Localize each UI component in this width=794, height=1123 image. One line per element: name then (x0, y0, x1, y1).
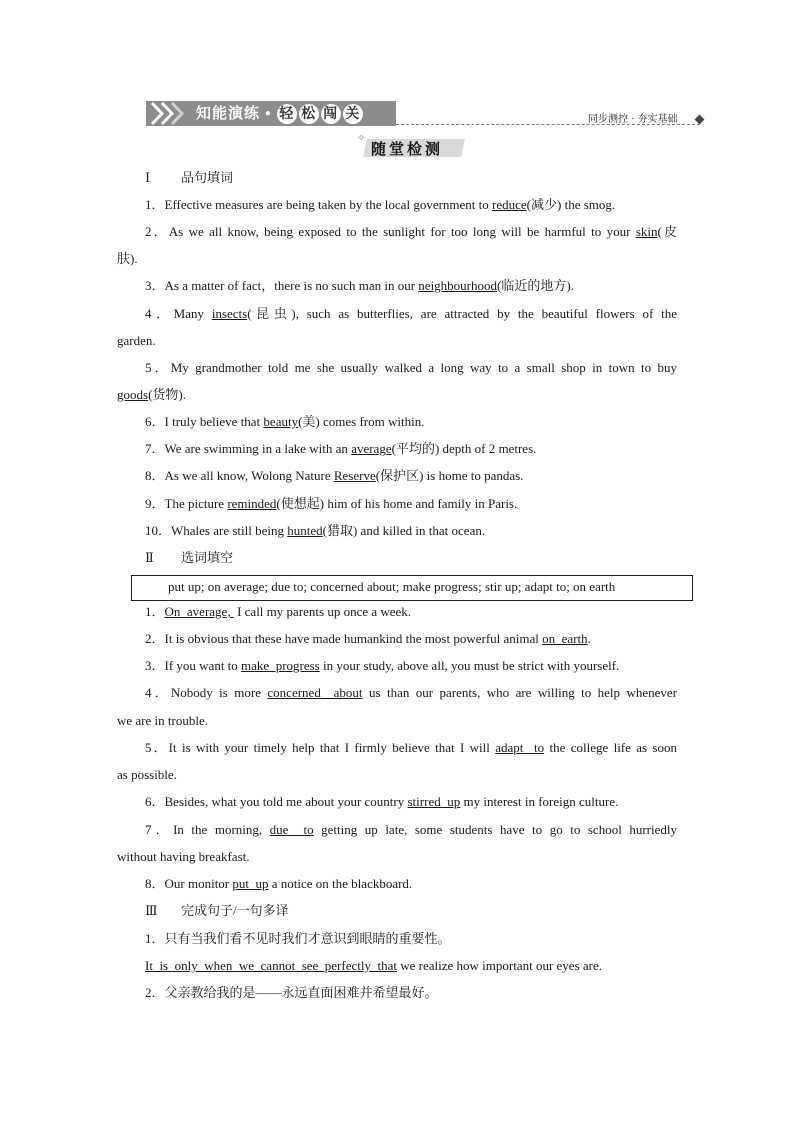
answer: put up (232, 876, 269, 891)
list-item: 5．It is with your timely help that I firmly believe that I will adapt to the college life as soon (145, 740, 677, 755)
answer: concerned about (267, 685, 363, 700)
answer: skin (635, 224, 658, 239)
list-item-continuation: as possible. (117, 767, 177, 782)
list-item-continuation: garden. (117, 333, 156, 348)
header-subtitle: 同步测控 · 夯实基础 (588, 114, 678, 125)
answer: average (351, 441, 392, 456)
list-item: 3．If you want to make progress in your study, above all, you must be strict with yourself. (145, 658, 620, 673)
answer: goods (117, 387, 149, 402)
answer: make progress (241, 658, 320, 673)
list-item-continuation: 肤). (117, 251, 138, 266)
list-item-answer: It is only when we cannot see perfectly that we realize how important our eyes are. (145, 958, 603, 973)
list-item-continuation: we are in trouble. (117, 713, 208, 728)
list-item: 5．My grandmother told me she usually walked a long way to a small shop in town to buy (145, 360, 677, 375)
answer: reminded (227, 496, 277, 511)
list-item: 2．父亲教给我的是——永远直面困难并希望最好。 (145, 985, 438, 1000)
answer: hunted (287, 523, 323, 538)
sparkle-icon: ✧ (357, 133, 366, 144)
answer: neighbourhood (418, 278, 498, 293)
answer: adapt to (495, 740, 545, 755)
list-item: 6．Besides, what you told me about your country stirred up my interest in foreign culture. (145, 794, 619, 809)
list-item: 1．On average, I call my parents up once a week. (145, 604, 412, 619)
list-item-continuation: goods(货物). (117, 387, 186, 402)
header-banner (146, 101, 396, 126)
part2-heading: Ⅱ 选词填空 (145, 550, 234, 565)
part3-heading: Ⅲ 完成句子/一句多译 (145, 903, 289, 918)
banner-title (196, 103, 365, 124)
banner-boxed-text: 轻 松 闯 关 (277, 104, 365, 122)
list-item-continuation: without having breakfast. (117, 849, 250, 864)
list-item: 1．只有当我们看不见时我们才意识到眼睛的重要性。 (145, 931, 451, 946)
answer: due to (269, 822, 314, 837)
list-item: 1．Effective measures are being taken by the local government to reduce(减少) the smog. (145, 197, 616, 212)
list-item: 7．We are swimming in a lake with an average(平均的) depth of 2 metres. (145, 441, 537, 456)
banner-left-text: 知能演练 (196, 104, 261, 122)
word-bank: put up; on average; due to; concerned about; make progress; stir up; adapt to; on earth (168, 579, 616, 594)
list-item: 2．As we all know, being exposed to the sunlight for too long will be harmful to your skin(皮 (145, 224, 677, 239)
part1-heading: Ⅰ 品句填词 (145, 170, 234, 185)
list-item: 4．Nobody is more concerned about us than our parents, who are willing to help whenever (145, 685, 677, 700)
double-chevron-icon (148, 101, 188, 126)
list-item: 8．Our monitor put up a notice on the blackboard. (145, 876, 413, 891)
list-item: 2．It is obvious that these have made humankind the most powerful animal on earth. (145, 631, 591, 646)
list-item: 3．As a matter of fact，there is no such man in our neighbourhood(临近的地方). (145, 278, 574, 293)
section-title: 随堂检测 (371, 140, 444, 158)
list-item: 4．Many insects(昆虫), such as butterflies, are attracted by the beautiful flowers of the (145, 306, 677, 321)
answer: It is only when we cannot see perfectly that (145, 958, 397, 973)
answer: stirred up (407, 794, 461, 809)
answer: reduce (492, 197, 527, 212)
word-bank-box (131, 575, 693, 601)
answer: beauty (263, 414, 299, 429)
list-item: 7．In the morning, due to getting up late, some students have to go to school hurriedly (145, 822, 677, 837)
answer: On average, (164, 604, 234, 619)
answer: insects (211, 306, 248, 321)
list-item: 6．I truly believe that beauty(美) comes from within. (145, 414, 425, 429)
list-item: 9．The picture reminded(使想起) him of his home and family in Paris. (145, 496, 518, 511)
list-item: 10．Whales are still being hunted(猎取) and killed in that ocean. (145, 523, 486, 538)
answer: on earth (542, 631, 588, 646)
diamond-icon (695, 115, 705, 125)
answer: Reserve (333, 468, 376, 483)
section-title-badge (357, 133, 467, 159)
list-item: 8．As we all know, Wolong Nature Reserve(保护区) is home to pandas. (145, 468, 524, 483)
banner-dot: • (264, 107, 273, 121)
